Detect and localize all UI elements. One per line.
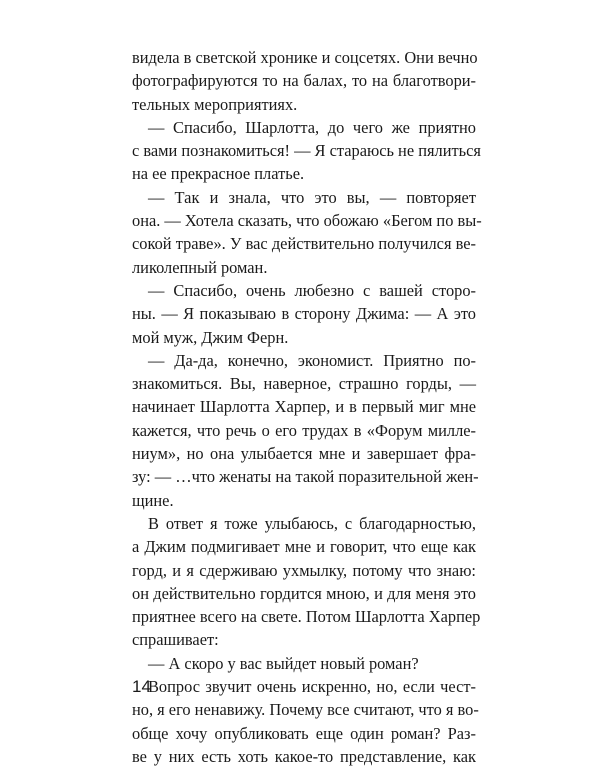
text-line: ны. — Я показываю в сторону Джима: — А это [132,304,476,324]
text-line: кажется, что речь о его трудах в «Форум милле- [132,420,476,440]
text-line: — А скоро у вас выйдет новый роман? [148,653,419,673]
body-text [132,46,482,768]
text-line: с вами познакомиться! — Я стараюсь не пялиться [132,141,481,161]
text-line: щине. [132,490,174,510]
text-line: мой муж, Джим Ферн. [132,327,289,347]
text-line: ликолепный роман. [132,257,268,277]
text-line: — Так и знала, что это вы, — повторяет [148,187,476,207]
text-line: Вопрос звучит очень искренно, но, если чест- [148,677,476,697]
text-line: он действительно гордится мною, и для меня это [132,583,476,603]
text-line: — Спасибо, Шарлотта, до чего же приятно [148,117,476,137]
text-line: на ее прекрасное платье. [132,164,305,184]
text-line: зу: — …что женаты на такой поразительной жен- [132,467,479,487]
text-line: тельных мероприятиях. [132,94,298,114]
text-line: видела в светской хронике и соцсетях. Они вечно [132,48,478,67]
text-line: ниум», но она улыбается мне и завершает фра- [132,444,476,464]
text-line: — Да-да, конечно, экономист. Приятно по- [148,350,476,370]
text-line: фотографируются то на балах, то на благотвори- [132,71,476,91]
text-line: — Спасибо, очень любезно с вашей сторо- [148,280,476,300]
text-line: она. — Хотела сказать, что обожаю «Бегом по вы- [132,211,482,231]
text-line: ве у них есть хоть какое-то представление, как [132,746,476,766]
text-line: начинает Шарлотта Харпер, и в первый миг мне [132,397,476,417]
page-number: 14 [132,677,151,696]
text-line: спрашивает: [132,630,219,650]
text-line: знакомиться. Вы, наверное, страшно горды, — [132,374,476,394]
text-line: В ответ я тоже улыбаюсь, с благодарностью, [148,513,476,533]
text-line: горд, и я сдерживаю ухмылку, потому что знаю: [132,560,476,580]
text-line: сокой траве». У вас действительно получился ве- [132,234,476,254]
text-line: обще хочу опубликовать еще один роман? Раз- [132,723,476,743]
text-line: а Джим подмигивает мне и говорит, что еще как [132,537,476,557]
text-line: приятнее всего на свете. Потом Шарлотта Харпер [132,607,481,627]
text-line: но, я его ненавижу. Почему все считают, что я во- [132,700,479,720]
